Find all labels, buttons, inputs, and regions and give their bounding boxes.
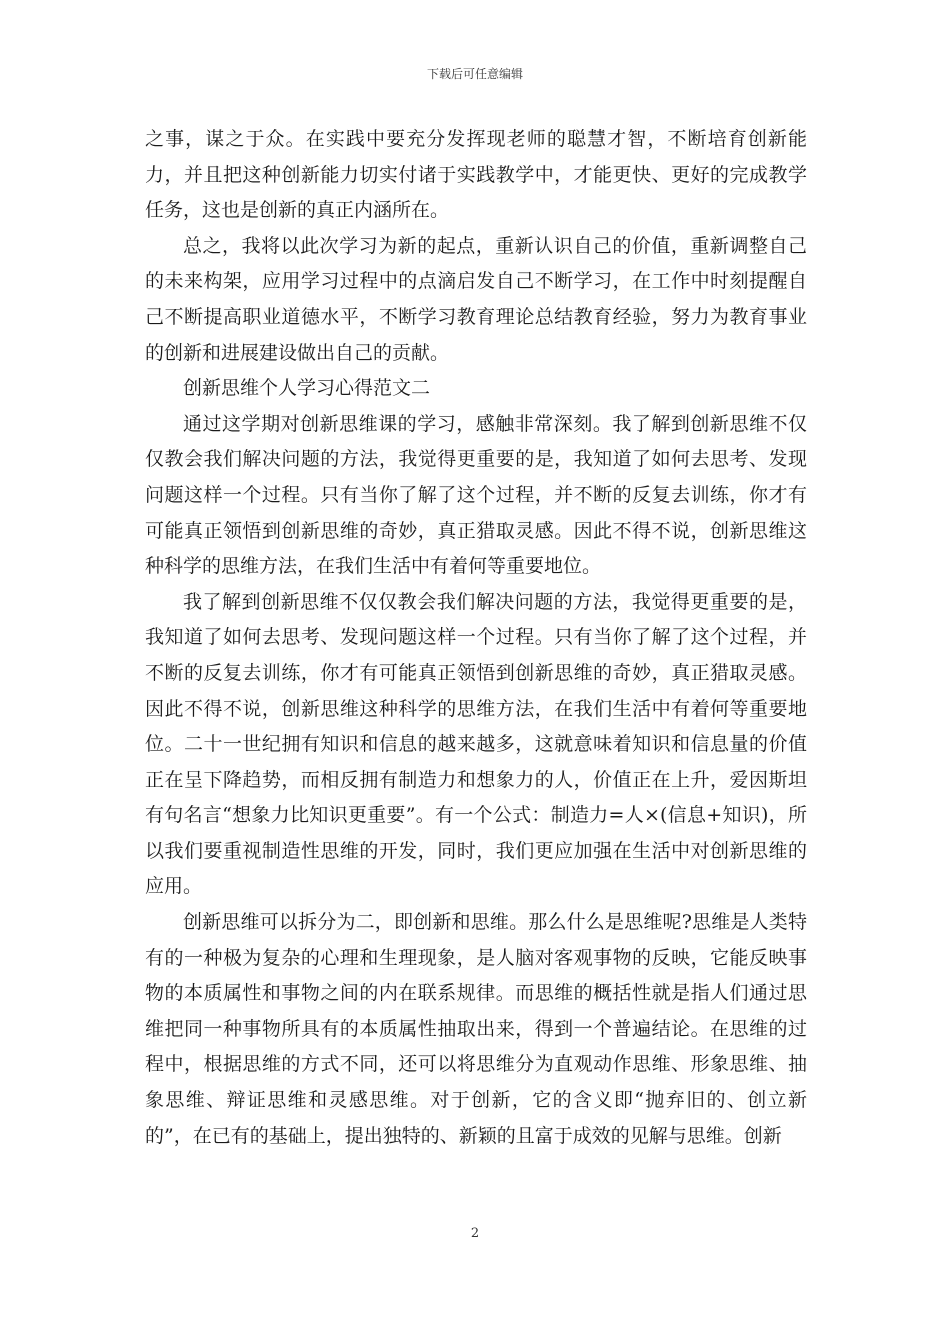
- page-number: 2: [470, 1226, 480, 1241]
- paragraph-conclusion: 总之，我将以此次学习为新的起点，重新认识自己的价值，重新调整自己的未来构架，应用学习过程中的点滴启发自己不断学习，在工作中时刻提醒自己不断提高职业道德水平，不断学习教育理论总结教育经验，努力为教育事业的创新和进展建设做出自己的贡献。: [145, 234, 807, 364]
- page-header: 下载后可任意编辑: [426, 67, 523, 81]
- paragraph-knowledge: 我了解到创新思维不仅仅教会我们解决问题的方法，我觉得更重要的是，我知道了如何去思考、发现问题这样一个过程。只有当你了解了这个过程，并不断的反复去训练，你才有可能真正领悟到创新思维的奇妙，真正猎取灵感。因此不得不说，创新思维这种科学的思维方法，在我们生活中有着何等重要地位。二十一世纪拥有知识和信息的越来越多，这就意味着知识和信息量的价值正在呈下降趋势，而相反拥有制造力和想象力的人，价值正在上升，爱因斯坦有句名言“想象力比知识更重要”。有一个公式：制造力=人×(信息+知识)，所以我们要重视制造性思维的开发，同时，我们更应加强在生活中对创新思维的应用。: [145, 590, 807, 898]
- paragraph-continued: 之事，谋之于众。在实践中要充分发挥现老师的聪慧才智，不断培育创新能力，并且把这种创新能力切实付诸于实践教学中，才能更快、更好的完成教学任务，这也是创新的真正内涵所在。: [145, 128, 807, 222]
- paragraph-definition: 创新思维可以拆分为二，即创新和思维。那么什么是思维呢?思维是人类特有的一种极为复杂的心理和生理现象，是人脑对客观事物的反映，它能反映事物的本质属性和事物之间的内在联系规律。而思维的概括性就是指人们通过思维把同一种事物所具有的本质属性抽取出来，得到一个普遍结论。在思维的过程中，根据思维的方式不同，还可以将思维分为直观动作思维、形象思维、抽象思维、辩证思维和灵感思维。对于创新，它的含义即“抛弃旧的、创立新的”，在已有的基础上，提出独特的、新颖的且富于成效的见解与思维。创新: [145, 911, 807, 1147]
- paragraph-intro: 通过这学期对创新思维课的学习，感触非常深刻。我了解到创新思维不仅仅教会我们解决问题的方法，我觉得更重要的是，我知道了如何去思考、发现问题这样一个过程。只有当你了解了这个过程，并不断的反复去训练，你才有可能真正领悟到创新思维的奇妙，真正猎取灵感。因此不得不说，创新思维这种科学的思维方法，在我们生活中有着何等重要地位。: [145, 412, 807, 578]
- section-heading: 创新思维个人学习心得范文二: [183, 377, 431, 400]
- document-body: [145, 122, 807, 1154]
